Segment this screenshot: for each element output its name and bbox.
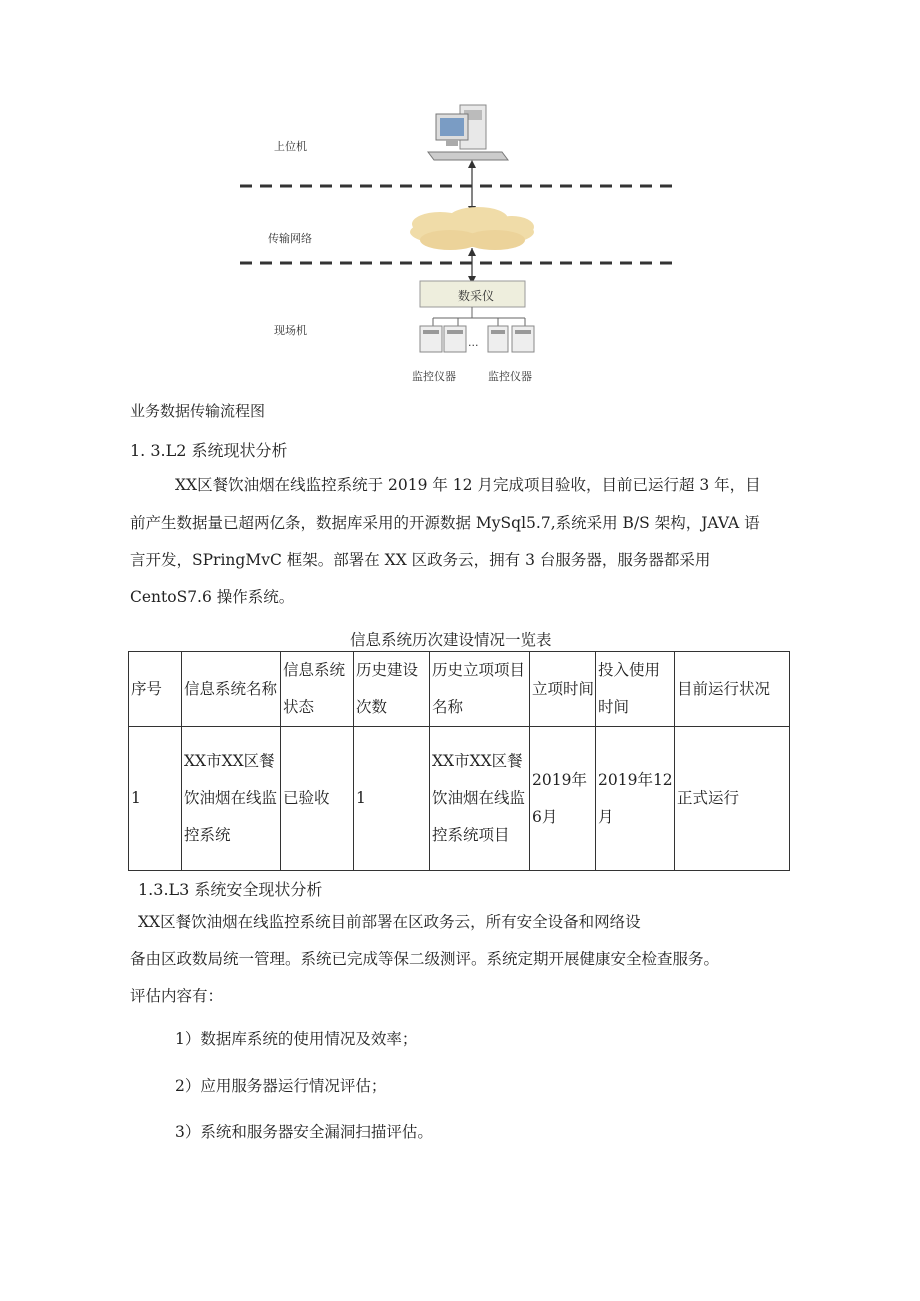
computer-icon — [428, 105, 508, 160]
table-cell: 1 — [354, 727, 430, 871]
header-cell: 信息系统名称 — [182, 652, 281, 727]
header-cell: 序号 — [129, 652, 182, 727]
paragraph-line: XX区餐饮油烟在线监控系统于 2019 年 12 月完成项目验收，目前已运行超 3 年，目 — [175, 476, 761, 494]
list-item: 3）系统和服务器安全漏洞扫描评估。 — [175, 1123, 433, 1141]
section-heading-security: 1.3.L3 系统安全现状分析 — [138, 880, 323, 899]
list-item: 1）数据库系统的使用情况及效率； — [175, 1030, 418, 1048]
paragraph-line: 前产生数据量已超两亿条，数据库采用的开源数据 MySql5.7,系统采用 B/S 架构，JAVA 语 — [130, 514, 760, 532]
device-label-2: 监控仪器 — [488, 370, 532, 383]
paragraph-line: CentoS7.6 操作系统。 — [130, 588, 295, 606]
label-field-computer: 现场机 — [274, 324, 307, 337]
device-ellipsis: ... — [468, 336, 479, 349]
diagram-caption: 业务数据传输流程图 — [130, 402, 266, 420]
label-upper-computer: 上位机 — [274, 140, 307, 153]
list-item: 2）应用服务器运行情况评估； — [175, 1077, 387, 1095]
label-transmission-network: 传输网络 — [268, 232, 312, 245]
data-collector-label: 数采仪 — [458, 289, 495, 303]
header-cell: 目前运行状况 — [675, 652, 790, 727]
table-cell: 1 — [129, 727, 182, 871]
paragraph-line: 评估内容有： — [130, 987, 224, 1005]
cloud-icon — [410, 207, 534, 250]
table-row — [129, 727, 790, 871]
table-header-row — [129, 652, 790, 727]
table-title: 信息系统历次建设情况一览表 — [350, 631, 552, 649]
table-cell: XX市XX区餐饮油烟在线监控系统 — [182, 727, 281, 871]
device-connectors — [433, 307, 525, 326]
monitor-device-icon — [488, 326, 534, 352]
header-cell: 历史建设次数 — [354, 652, 430, 727]
paragraph-line: 备由区政数局统一管理。系统已完成等保二级测评。系统定期开展健康安全检查服务。 — [130, 950, 720, 968]
header-cell: 历史立项项目名称 — [430, 652, 530, 727]
table-cell: 2019年12月 — [596, 727, 675, 871]
device-label-1: 监控仪器 — [412, 370, 456, 383]
table-cell: 正式运行 — [675, 727, 790, 871]
header-cell: 信息系统状态 — [281, 652, 354, 727]
monitor-device-icon — [420, 326, 466, 352]
header-cell: 投入使用时间 — [596, 652, 675, 727]
construction-history-table — [128, 651, 790, 871]
double-arrow-icon — [468, 248, 476, 284]
table-cell: 2019年6月 — [530, 727, 596, 871]
table-cell: 已验收 — [281, 727, 354, 871]
paragraph-line: XX区餐饮油烟在线监控系统目前部署在区政务云，所有安全设备和网络设 — [138, 913, 641, 931]
header-cell: 立项时间 — [530, 652, 596, 727]
paragraph-line: 言开发，SPringMvC 框架。部署在 XX 区政务云，拥有 3 台服务器，服务器都采用 — [130, 551, 711, 569]
section-heading-status: 1. 3.L2 系统现状分析 — [130, 441, 288, 460]
table-cell: XX市XX区餐饮油烟在线监控系统项目 — [430, 727, 530, 871]
transmission-diagram — [240, 100, 680, 390]
